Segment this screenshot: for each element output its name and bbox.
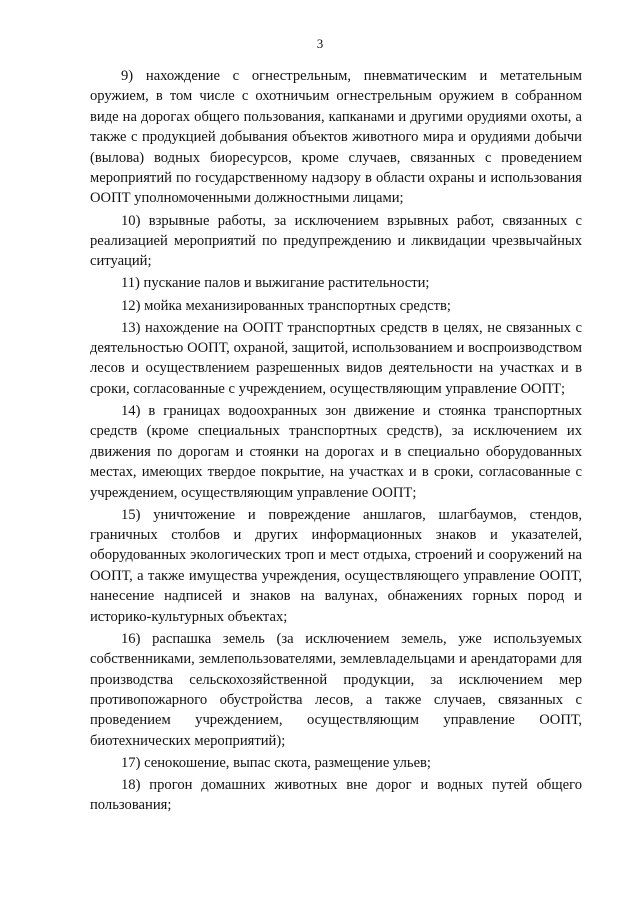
paragraph-item-15: 15) уничтожение и повреждение аншлагов, шлагбаумов, стендов, граничных столбов и других информационных знаков и указателей, оборудованных экологических троп и мест отдыха, строений и сооружений на ООПТ, а также имущества учреждения, осуществляющего управление ООПТ, нанесение надписей и знаков на валунах, обнажениях горных пород и историко-культурных объектах; bbox=[90, 506, 582, 625]
paragraph-item-14: 14) в границах водоохранных зон движение и стоянка транспортных средств (кроме специальных транспортных средств), за исключением их движения по дорогам и стоянки на дорогах и в специально оборудованных местах, имеющих твердое покрытие, на участках и в сроки, согласованные с учреждением, осуществляющим управление ООПТ; bbox=[90, 402, 582, 501]
paragraph-item-13: 13) нахождение на ООПТ транспортных средств в целях, не связанных с деятельностью ООПТ, охраной, защитой, использованием и воспроизводством лесов и осуществлением разрешенных видов деятельности на участках и в сроки, согласованные с учреждением, осуществляющим управление ООПТ; bbox=[90, 319, 582, 397]
paragraph-item-10: 10) взрывные работы, за исключением взрывных работ, связанных с реализацией мероприятий по предупреждению и ликвидации чрезвычайных ситуаций; bbox=[90, 212, 582, 270]
paragraph-item-16: 16) распашка земель (за исключением земель, уже используемых собственниками, землепользователями, землевладельцами и арендаторами для производства сельскохозяйственной продукции, за исключением мер противопожарного обустройства лесов, а также случаев, связанных с проведением учреждением, осуществляющим управление ООПТ, биотехнических мероприятий); bbox=[90, 630, 582, 749]
paragraph-item-17: 17) сенокошение, выпас скота, размещение ульев; bbox=[121, 754, 431, 771]
page-number: 3 bbox=[316, 36, 324, 51]
paragraph-item-18: 18) прогон домашних животных вне дорог и водных путей общего пользования; bbox=[90, 777, 582, 814]
paragraph-item-9: 9) нахождение с огнестрельным, пневматическим и метательным оружием, в том числе с охотничьим огнестрельным оружием в собранном виде на дорогах общего пользования, капканами и другими орудиями охоты, а также с продукцией добывания объектов животного мира и орудиями добычи (вылова) водных биоресурсов, кроме случаев, связанных с проведением мероприятий по государственному надзору в области охраны и использования ООПТ уполномоченными должностными лицами; bbox=[90, 68, 582, 207]
paragraph-item-11: 11) пускание палов и выжигание растительности; bbox=[121, 275, 430, 292]
document-body bbox=[90, 66, 582, 818]
paragraph-item-12: 12) мойка механизированных транспортных средств; bbox=[121, 297, 451, 314]
